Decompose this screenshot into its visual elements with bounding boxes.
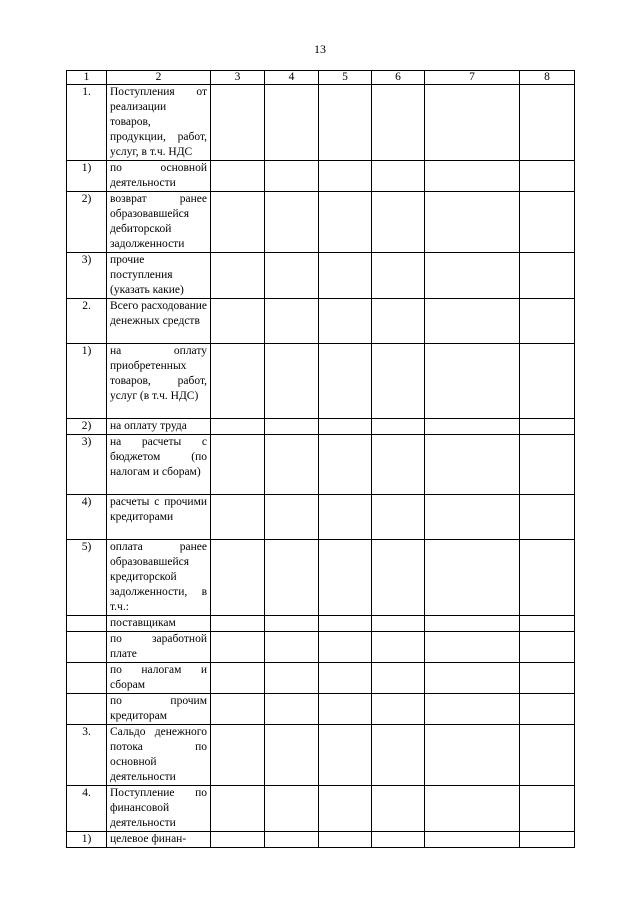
row-number [67, 616, 107, 632]
cell-col-6 [372, 632, 425, 663]
cell-col-3 [211, 299, 265, 344]
cell-col-5 [319, 161, 372, 192]
row-number: 1) [67, 344, 107, 419]
cell-col-3 [211, 694, 265, 725]
cell-col-5 [319, 694, 372, 725]
cell-col-5 [319, 299, 372, 344]
table-row [67, 419, 575, 435]
cell-col-8 [520, 725, 575, 786]
table-row [67, 299, 575, 344]
row-number: 2) [67, 192, 107, 253]
cell-col-6 [372, 725, 425, 786]
cell-col-4 [265, 832, 319, 848]
row-number: 1) [67, 161, 107, 192]
cell-col-4 [265, 616, 319, 632]
cell-col-4 [265, 786, 319, 832]
cell-col-5 [319, 632, 372, 663]
table-row [67, 192, 575, 253]
row-description: Сальдо денежного потока по основной деятельности [107, 725, 211, 786]
row-description: на оплату труда [107, 419, 211, 435]
cell-col-4 [265, 344, 319, 419]
cell-col-6 [372, 694, 425, 725]
cell-col-5 [319, 725, 372, 786]
cell-col-6 [372, 299, 425, 344]
row-number: 3. [67, 725, 107, 786]
table-row [67, 694, 575, 725]
cell-col-6 [372, 161, 425, 192]
cell-col-7 [425, 540, 520, 616]
cell-col-7 [425, 786, 520, 832]
cell-col-6 [372, 540, 425, 616]
cell-col-8 [520, 694, 575, 725]
cell-col-8 [520, 540, 575, 616]
cell-col-6 [372, 495, 425, 540]
cell-col-5 [319, 616, 372, 632]
row-number: 1. [67, 85, 107, 161]
cell-col-8 [520, 419, 575, 435]
cell-col-4 [265, 725, 319, 786]
cell-col-3 [211, 786, 265, 832]
cell-col-6 [372, 663, 425, 694]
cell-col-8 [520, 435, 575, 495]
table-row [67, 161, 575, 192]
col-header-8: 8 [520, 71, 575, 85]
table-row [67, 616, 575, 632]
cell-col-3 [211, 616, 265, 632]
col-header-2: 2 [107, 71, 211, 85]
table-row [67, 786, 575, 832]
cell-col-6 [372, 786, 425, 832]
cell-col-7 [425, 435, 520, 495]
cell-col-4 [265, 192, 319, 253]
row-description: на расчеты с бюджетом (по налогам и сборам) [107, 435, 211, 495]
cell-col-8 [520, 495, 575, 540]
cell-col-4 [265, 694, 319, 725]
cell-col-5 [319, 663, 372, 694]
page-number: 13 [314, 42, 326, 56]
row-description: оплата ранее образовавшейся кредиторской задолженности, в т.ч.: [107, 540, 211, 616]
col-header-3: 3 [211, 71, 265, 85]
cell-col-8 [520, 786, 575, 832]
table-row [67, 832, 575, 848]
cell-col-4 [265, 419, 319, 435]
cell-col-6 [372, 435, 425, 495]
cell-col-5 [319, 419, 372, 435]
cell-col-7 [425, 419, 520, 435]
row-number [67, 663, 107, 694]
cell-col-7 [425, 85, 520, 161]
cash-flow-table [66, 70, 575, 848]
cell-col-6 [372, 344, 425, 419]
table-row [67, 725, 575, 786]
cell-col-5 [319, 786, 372, 832]
cell-col-4 [265, 161, 319, 192]
row-description: прочие поступления (указать какие) [107, 253, 211, 299]
cell-col-5 [319, 832, 372, 848]
row-number: 3) [67, 435, 107, 495]
cell-col-3 [211, 495, 265, 540]
row-description: целевое финан- [107, 832, 211, 848]
cell-col-6 [372, 419, 425, 435]
cell-col-7 [425, 495, 520, 540]
cell-col-7 [425, 694, 520, 725]
cell-col-4 [265, 435, 319, 495]
cell-col-3 [211, 192, 265, 253]
table-row [67, 435, 575, 495]
col-header-7: 7 [425, 71, 520, 85]
cell-col-3 [211, 832, 265, 848]
cell-col-4 [265, 495, 319, 540]
cell-col-7 [425, 344, 520, 419]
cell-col-5 [319, 253, 372, 299]
table-row [67, 540, 575, 616]
cell-col-7 [425, 632, 520, 663]
cell-col-8 [520, 192, 575, 253]
cell-col-4 [265, 663, 319, 694]
cell-col-6 [372, 192, 425, 253]
row-description: расчеты с прочими кредиторами [107, 495, 211, 540]
col-header-5: 5 [319, 71, 372, 85]
cell-col-8 [520, 161, 575, 192]
cell-col-8 [520, 344, 575, 419]
row-description: по налогам и сборам [107, 663, 211, 694]
cell-col-7 [425, 161, 520, 192]
cell-col-3 [211, 435, 265, 495]
cell-col-8 [520, 663, 575, 694]
table-row [67, 495, 575, 540]
row-description: Всего расходование денежных средств [107, 299, 211, 344]
cell-col-4 [265, 85, 319, 161]
row-description: на оплату приобретенных товаров, работ, услуг (в т.ч. НДС) [107, 344, 211, 419]
cell-col-8 [520, 616, 575, 632]
row-description: поставщикам [107, 616, 211, 632]
cell-col-3 [211, 85, 265, 161]
cell-col-7 [425, 832, 520, 848]
cell-col-5 [319, 435, 372, 495]
row-number: 1) [67, 832, 107, 848]
cell-col-4 [265, 299, 319, 344]
cell-col-3 [211, 663, 265, 694]
cell-col-3 [211, 161, 265, 192]
cell-col-6 [372, 616, 425, 632]
row-description: по прочим кредиторам [107, 694, 211, 725]
cell-col-6 [372, 85, 425, 161]
row-description: по основной деятельности [107, 161, 211, 192]
row-description: Поступления от реализации товаров, продукции, работ, услуг, в т.ч. НДС [107, 85, 211, 161]
cell-col-8 [520, 299, 575, 344]
row-number: 5) [67, 540, 107, 616]
table-body [67, 85, 575, 848]
row-number: 2. [67, 299, 107, 344]
cell-col-3 [211, 725, 265, 786]
cell-col-5 [319, 192, 372, 253]
col-header-1: 1 [67, 71, 107, 85]
cell-col-8 [520, 832, 575, 848]
table-row [67, 663, 575, 694]
table-row [67, 253, 575, 299]
col-header-6: 6 [372, 71, 425, 85]
table-row [67, 344, 575, 419]
cell-col-5 [319, 85, 372, 161]
row-number [67, 632, 107, 663]
cell-col-5 [319, 344, 372, 419]
cell-col-4 [265, 253, 319, 299]
table-row [67, 85, 575, 161]
cell-col-7 [425, 192, 520, 253]
cell-col-5 [319, 495, 372, 540]
header-row [67, 71, 575, 85]
cell-col-8 [520, 85, 575, 161]
cell-col-8 [520, 253, 575, 299]
cell-col-5 [319, 540, 372, 616]
cell-col-8 [520, 632, 575, 663]
cell-col-7 [425, 725, 520, 786]
row-number: 3) [67, 253, 107, 299]
row-description: Поступление по финансовой деятельности [107, 786, 211, 832]
cell-col-7 [425, 663, 520, 694]
row-number: 4) [67, 495, 107, 540]
col-header-4: 4 [265, 71, 319, 85]
cell-col-6 [372, 253, 425, 299]
cell-col-7 [425, 253, 520, 299]
row-description: по заработной плате [107, 632, 211, 663]
cell-col-3 [211, 540, 265, 616]
row-description: возврат ранее образовавшейся дебиторской задолженности [107, 192, 211, 253]
cell-col-6 [372, 832, 425, 848]
table-row [67, 632, 575, 663]
cell-col-4 [265, 540, 319, 616]
cell-col-3 [211, 253, 265, 299]
cell-col-3 [211, 632, 265, 663]
cell-col-3 [211, 344, 265, 419]
row-number [67, 694, 107, 725]
cell-col-7 [425, 616, 520, 632]
row-number: 2) [67, 419, 107, 435]
cell-col-4 [265, 632, 319, 663]
row-number: 4. [67, 786, 107, 832]
cell-col-3 [211, 419, 265, 435]
cell-col-7 [425, 299, 520, 344]
